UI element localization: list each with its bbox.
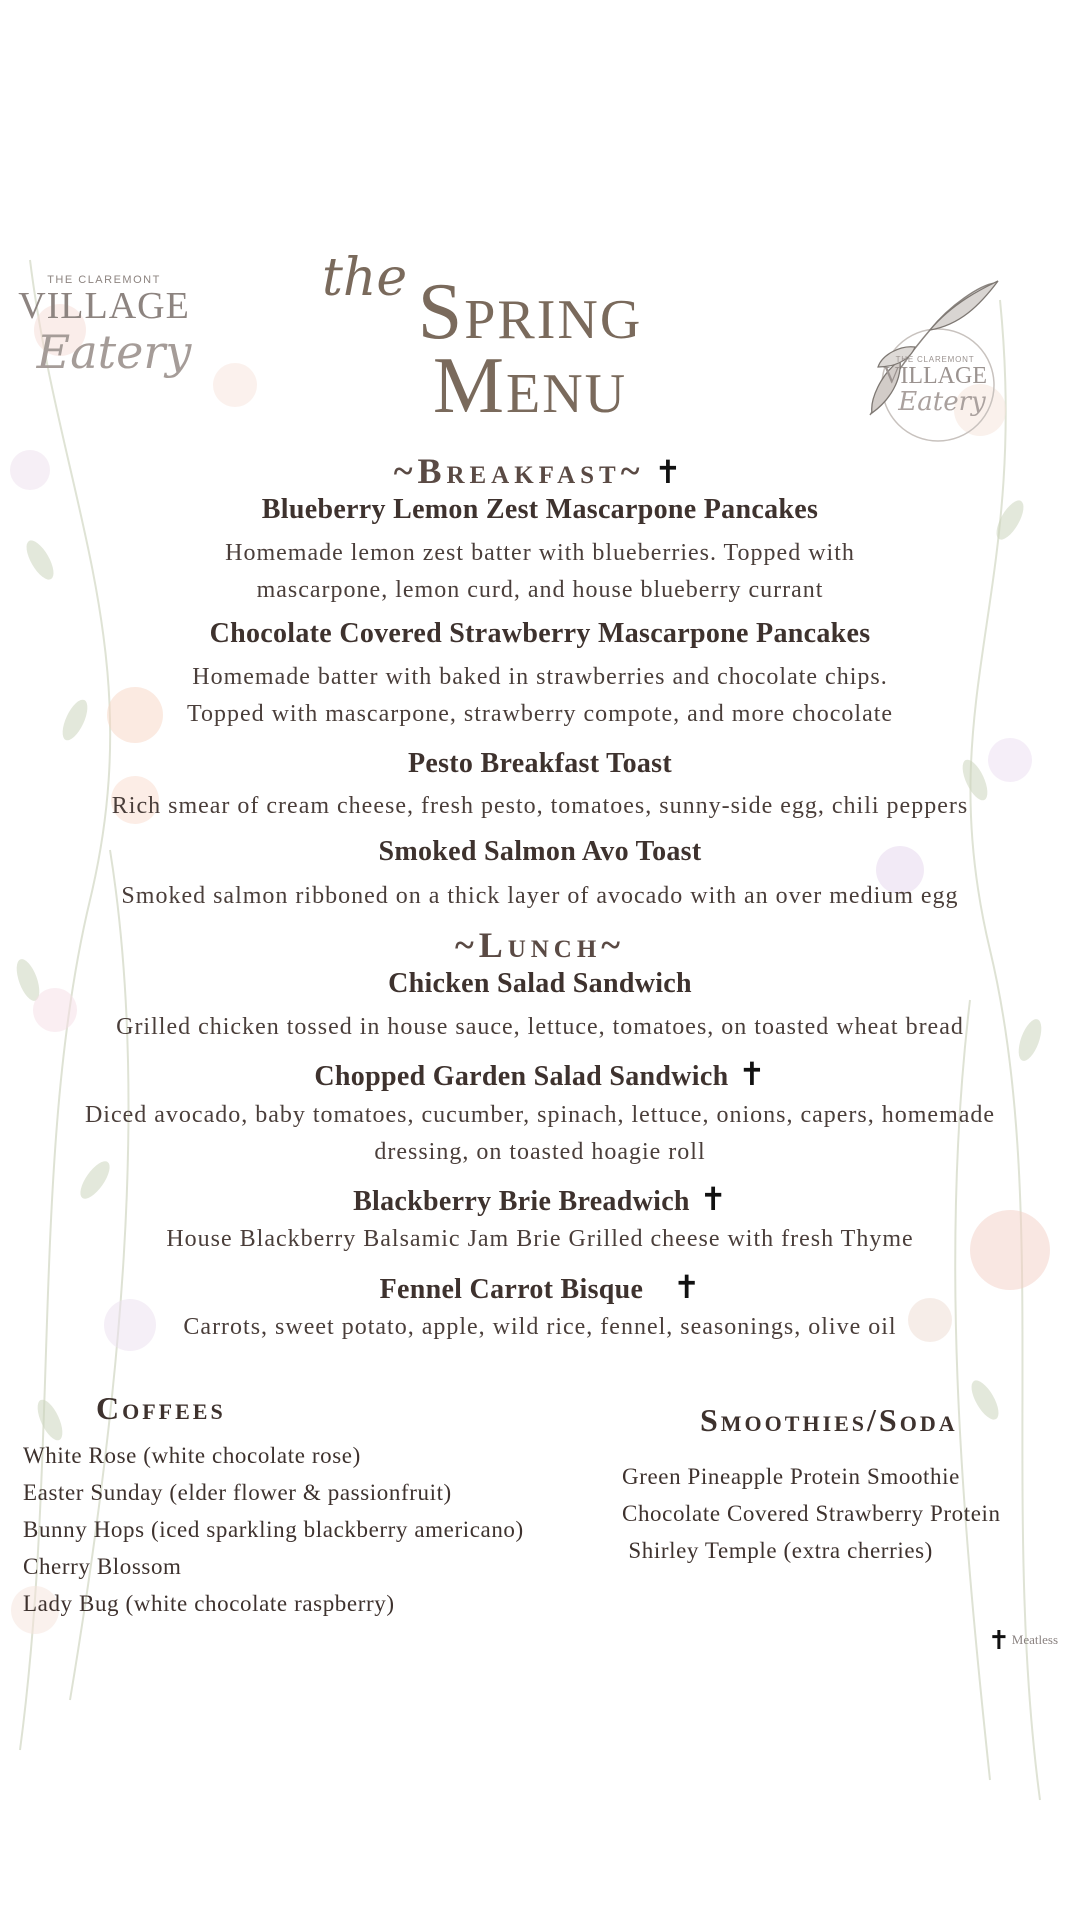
menu-item-desc: Smoked salmon ribboned on a thick layer of avocado with an over medium egg — [121, 883, 959, 909]
menu-item-name: Chicken Salad Sandwich — [388, 968, 692, 999]
title-line-2: Menu — [432, 342, 628, 430]
list-item: Easter Sunday (elder flower & passionfruit) — [23, 1480, 452, 1505]
title-article: the — [322, 248, 408, 308]
menu-item-desc: Grilled chicken tossed in house sauce, lettuce, tomatoes, on toasted wheat bread — [116, 1014, 964, 1040]
menu-item-name: Blackberry Brie Breadwich — [353, 1186, 690, 1217]
menu-item-name-row — [0, 1180, 1080, 1218]
menu-item-desc: Homemade batter with baked in strawberries and chocolate chips. — [192, 664, 888, 690]
lunch-heading: ~Lunch~ — [454, 925, 626, 965]
meatless-legend — [988, 1626, 1058, 1656]
menu-item-name: Pesto Breakfast Toast — [407, 748, 672, 779]
menu-item-name: Chopped Garden Salad Sandwich — [314, 1061, 729, 1092]
meatless-cross-icon: ✝ — [699, 1181, 727, 1217]
meatless-cross-icon: ✝ — [738, 1056, 766, 1092]
logo-left-top-text: THE CLAREMONT — [47, 274, 161, 286]
list-item: Lady Bug (white chocolate raspberry) — [23, 1591, 395, 1616]
logo-left — [14, 274, 194, 404]
menu-item-name-row — [0, 1055, 1080, 1093]
menu-item-desc: mascarpone, lemon curd, and house blueberry currant — [256, 577, 824, 603]
smoothies-list — [622, 1458, 1001, 1569]
list-item: Chocolate Covered Strawberry Protein — [622, 1501, 1001, 1526]
logo-left-name: VILLAGE — [18, 285, 190, 327]
legend-label: Meatless — [1011, 1631, 1059, 1647]
menu-item-name: Smoked Salmon Avo Toast — [378, 836, 702, 867]
logo-right-text — [880, 355, 990, 416]
logo-left-script: Eatery — [36, 325, 192, 379]
smoothies-heading: Smoothies/Soda — [700, 1402, 958, 1438]
list-item: Cherry Blossom — [23, 1554, 182, 1579]
menu-item-name: Blueberry Lemon Zest Mascarpone Pancakes — [261, 494, 819, 525]
menu-item-desc: Rich smear of cream cheese, fresh pesto, tomatoes, sunny-side egg, chili peppers — [111, 793, 969, 819]
coffees-heading: Coffees — [96, 1390, 226, 1426]
meatless-cross-icon: ✝ — [988, 1626, 1010, 1655]
logo-right-top-text: THE CLAREMONT — [895, 355, 975, 364]
coffees-list — [23, 1437, 524, 1622]
list-item: Shirley Temple (extra cherries) — [622, 1538, 933, 1563]
title-line-1: Spring — [417, 268, 643, 356]
breakfast-heading — [0, 450, 1080, 492]
menu-item-name-row — [0, 1268, 1080, 1306]
meatless-cross-icon: ✝ — [654, 454, 687, 490]
menu-item-desc: Carrots, sweet potato, apple, wild rice, fennel, seasonings, olive oil — [183, 1314, 897, 1340]
list-item: Green Pineapple Protein Smoothie — [622, 1464, 960, 1489]
logo-right-name: VILLAGE — [883, 363, 987, 389]
list-item: Bunny Hops (iced sparkling blackberry americano) — [23, 1517, 524, 1542]
breakfast-heading-text: ~Breakfast~ — [393, 451, 645, 491]
meatless-cross-icon: ✝ — [673, 1269, 701, 1305]
logo-right — [860, 275, 1040, 450]
menu-item-name: Fennel Carrot Bisque — [379, 1274, 644, 1305]
menu-item-desc: Topped with mascarpone, strawberry compote, and more chocolate — [186, 701, 894, 727]
logo-right-script: Eatery — [898, 387, 986, 417]
menu-item-desc: Homemade lemon zest batter with blueberries. Topped with — [225, 540, 855, 566]
menu-item-name: Chocolate Covered Strawberry Mascarpone Pancakes — [209, 618, 871, 649]
menu-item-desc: House Blackberry Balsamic Jam Brie Grilled cheese with fresh Thyme — [166, 1226, 914, 1252]
menu-item-desc: dressing, on toasted hoagie roll — [374, 1139, 706, 1165]
list-item: White Rose (white chocolate rose) — [23, 1443, 361, 1468]
menu-item-desc: Diced avocado, baby tomatoes, cucumber, spinach, lettuce, onions, capers, homemade — [84, 1102, 996, 1128]
